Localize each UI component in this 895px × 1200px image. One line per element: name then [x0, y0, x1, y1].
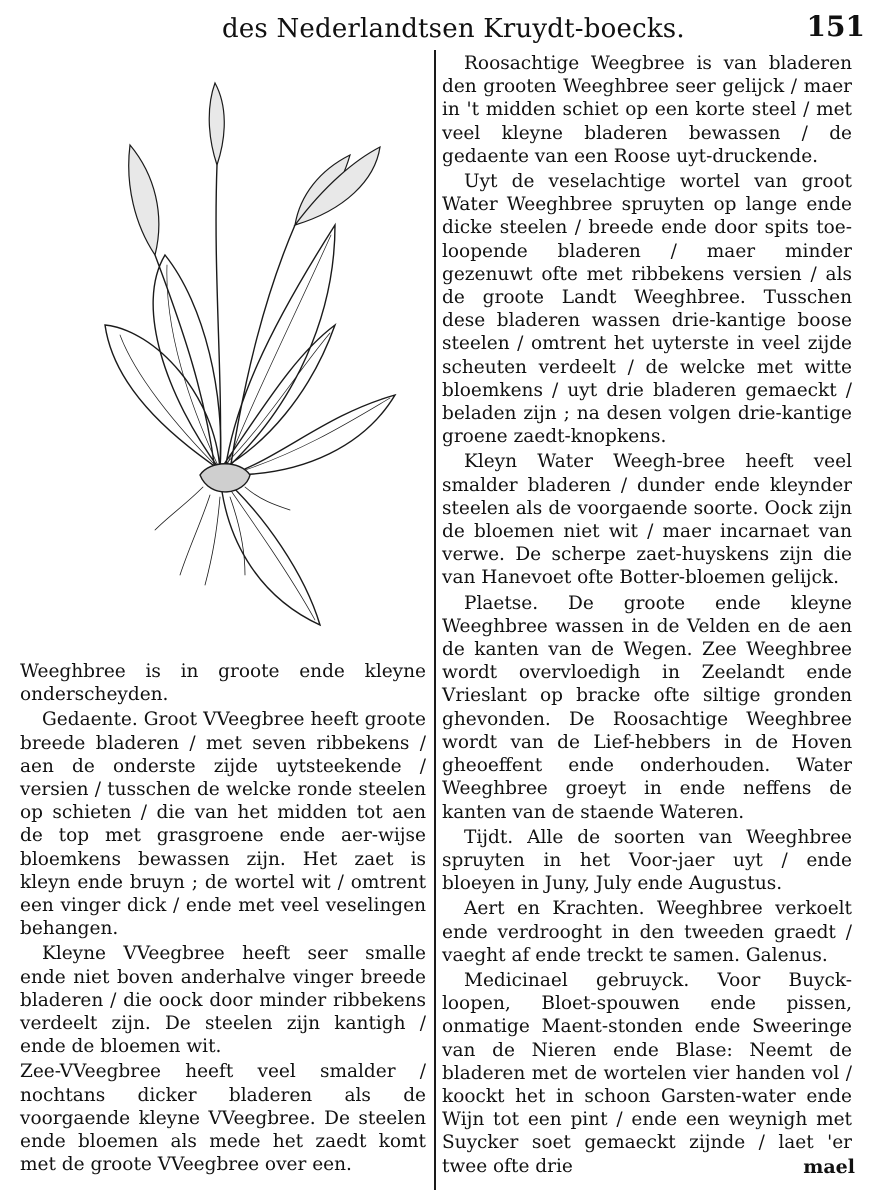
paragraph: Aert en Krachten. Weeghbree verkoelt ende verdrooght in den tweeden graedt / vaeght af ende treckt te samen. Galenus.: [442, 898, 852, 966]
paragraph: Uyt de veselachtige wortel van groot Water Weeghbree spruyten op lange ende dicke steelen / breede ende door spits toe-loopende bladeren / maer minder gezenuwt ofte met ribbekens versien / als de groote Landt Weeghbree. Tusschen dese bladeren wassen drie-kantige boose steelen / omtrent het uyterste in veel zijde scheuten verdeelt / de welcke met witte bloemkens / uyt drie bladeren gemaeckt / beladen zijn ; na desen volgen drie-kantige groene zaedt-knopkens.: [442, 171, 852, 448]
paragraph: Gedaente. Groot VVeegbree heeft groote breede bladeren / met seven ribbekens / aen de onderste zijde uytsteekende / versien / tusschen de welcke ronde steelen op schieten / die van het midden tot aen de top met grasgroene ende aer-wijse bloemkens bewassen zijn. Het zaet is kleyn ende bruyn ; de wortel wit / omtrent een vinger dick / ende met veel veselingen behangen.: [20, 709, 426, 940]
paragraph: Tijdt. Alle de soorten van Weeghbree spruyten in het Voor-jaer uyt / ende bloeyen in Juny, July ende Augustus.: [442, 826, 852, 895]
column-divider: [434, 50, 436, 1190]
paragraph: Zee-VVeegbree heeft veel smalder / nochtans dicker bladeren als de voorgaende kleyne VVeegbree. De steelen ende bloemen als mede het zaedt komt met de groote VVeegbree over een.: [20, 1061, 426, 1176]
page-number: 151: [806, 10, 865, 43]
paragraph: Plaetse. De groote ende kleyne Weeghbree wassen in de Velden en de aen de kanten van de Wegen. Zee Weeghbree wordt overvloedigh in Zeelandt ende Vrieslant op bracke ofte siltige gronden ghevonden. De Roosachtige Weeghbree wordt van de Lief-hebbers in de Hoven gheoeffent ende onderhouden. Water Weeghbree groeyt in ende neffens de kanten van de staende Wateren.: [442, 592, 852, 823]
running-title: des Nederlandtsen Kruydt-boecks.: [222, 14, 685, 44]
paragraph: Kleyne VVeegbree heeft seer smalle ende niet boven anderhalve vinger breede bladeren / die oock door minder ribbekens verdeelt zijn. De steelen zijn kantigh / ende de bloemen wit.: [20, 943, 426, 1058]
left-text-column: [20, 660, 426, 1178]
plantain-woodcut-illustration: [95, 75, 425, 635]
paragraph: Weeghbree is in groote ende kleyne onderscheyden.: [20, 661, 426, 706]
catchword: mael: [803, 1156, 855, 1178]
paragraph: Medicinael gebruyck. Voor Buyck-loopen, Bloet-spouwen ende pissen, onmatige Maent-stonden ende Sweeringe van de Nieren ende Blase: Neemt de bladeren met de wortelen vier handen vol / koockt het in schoon Garsten-water ende Wijn tot een pint / ende een weynigh met Suycker soet gemaeckt zijnde / laet 'er twee ofte drie: [442, 969, 852, 1177]
paragraph: Kleyn Water Weegh-bree heeft veel smalder bladeren / dunder ende kleynder steelen als de voorgaende soorte. Oock zijn de bloemen niet wit / maer incarnaet van verwe. De scherpe zaet-huyskens zijn die van Hanevoet ofte Botter-bloemen gelijck.: [442, 451, 852, 589]
paragraph: Roosachtige Weegbree is van bladeren den grooten Weeghbree seer gelijck / maer in 't midden schiet op een korte steel / met veel kleyne bladeren bewassen / de gedaente van een Roose uyt-druckende.: [442, 53, 852, 167]
right-text-column: [442, 52, 852, 1180]
